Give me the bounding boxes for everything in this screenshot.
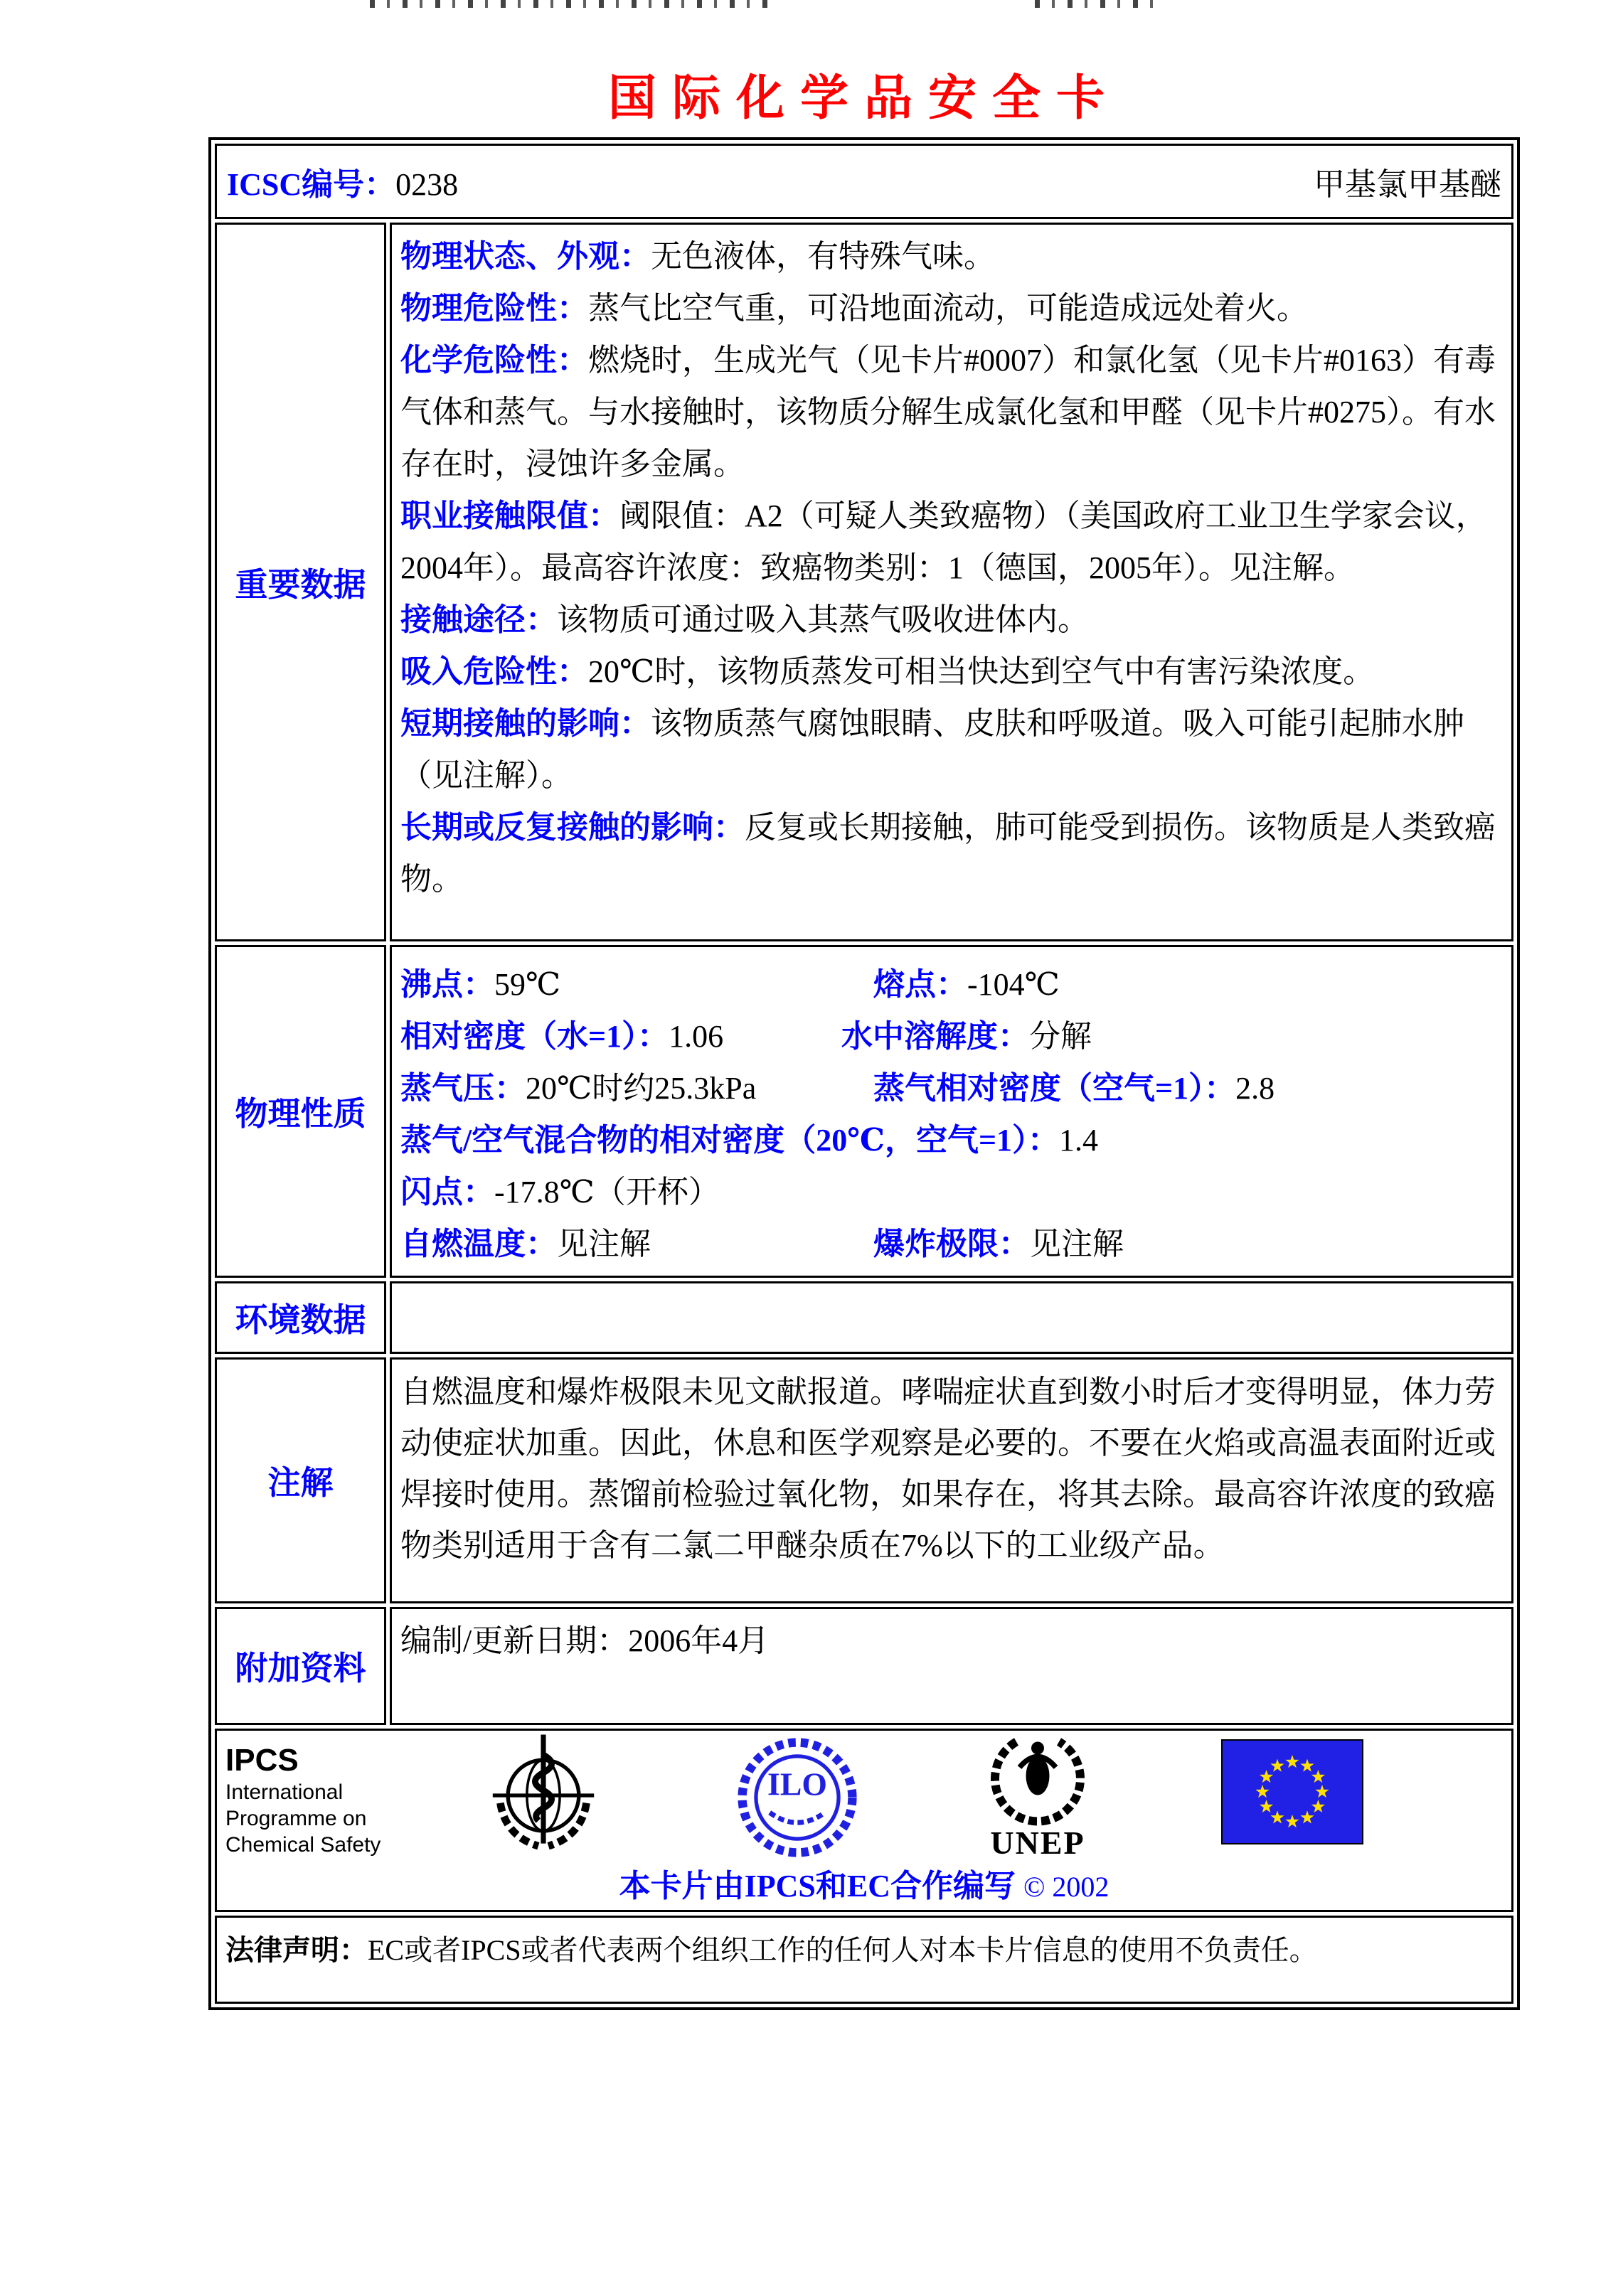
item-label: 短期接触的影响： — [400, 706, 651, 741]
prop-value: 1.4 — [1059, 1123, 1099, 1158]
prop-value: 1.06 — [669, 1019, 724, 1054]
physical-row — [400, 1114, 1503, 1166]
important-item — [400, 801, 1503, 905]
physical-row — [400, 1062, 1503, 1114]
important-item — [400, 698, 1503, 801]
item-label: 化学危险性： — [400, 343, 588, 378]
important-item — [400, 490, 1503, 594]
prop-value: 2.8 — [1235, 1071, 1275, 1106]
item-label: 物理危险性： — [400, 291, 588, 326]
prop-label: 闪点： — [400, 1175, 494, 1210]
prop-label: 蒸气压： — [400, 1071, 526, 1106]
physical-properties-row-label: 物理性质 — [215, 945, 386, 1278]
unep-label: UNEP — [990, 1825, 1085, 1861]
item-text: 该物质可通过吸入其蒸气吸收进体内。 — [557, 602, 1089, 637]
prop-value: -104℃ — [967, 967, 1060, 1002]
prop-label: 自燃温度： — [400, 1227, 557, 1261]
physical-row — [400, 1218, 1503, 1270]
additional-info-row-label: 附加资料 — [215, 1607, 386, 1725]
item-text: 反复或长期接触，肺可能受到损伤。该物质是人类致癌物。 — [400, 810, 1496, 897]
credit-text: 本卡片由IPCS和EC合作编写 — [619, 1869, 1016, 1903]
legal-text: EC或者IPCS或者代表两个组织工作的任何人对本卡片信息的使用不负责任。 — [368, 1934, 1318, 1966]
page-title: 国际化学品安全卡 — [607, 71, 1120, 125]
icsc-number-value: 0238 — [395, 167, 459, 202]
logos-row — [215, 1729, 1513, 1912]
important-data-row — [215, 223, 1513, 941]
item-label: 物理状态、外观： — [400, 239, 651, 274]
important-data-row-label: 重要数据 — [215, 223, 386, 941]
important-item — [400, 282, 1503, 334]
update-date-value: 2006年4月 — [628, 1623, 770, 1658]
ipcs-line: Chemical Safety — [225, 1833, 381, 1857]
eu-flag-icon — [1221, 1739, 1363, 1844]
legal-statement — [217, 1918, 1511, 1983]
physical-row — [400, 959, 1503, 1010]
update-date-line — [400, 1615, 1503, 1667]
item-text: 20℃时，该物质蒸发可相当快达到空气中有害污染浓度。 — [588, 654, 1375, 689]
additional-info-content — [392, 1609, 1511, 1672]
important-item — [400, 646, 1503, 698]
legal-label: 法律声明： — [225, 1934, 368, 1966]
item-text: 燃烧时，生成光气（见卡片#0007）和氯化氢（见卡片#0163）有毒气体和蒸气。与水接触时，该物质分解生成氯化氢和甲醛（见卡片#0275）。有水存在时，浸蚀许多金属。 — [400, 343, 1496, 481]
card-header-row — [215, 144, 1513, 219]
prop-value: -17.8℃（开杯） — [494, 1175, 720, 1210]
icsc-number-group — [227, 159, 458, 204]
physical-properties-content — [392, 947, 1511, 1276]
item-text: 该物质蒸气腐蚀眼睛、皮肤和呼吸道。吸入可能引起肺水肿（见注解）。 — [400, 706, 1464, 793]
important-item — [400, 594, 1503, 646]
prop-label: 爆炸极限： — [873, 1227, 1030, 1261]
physical-row — [400, 1166, 1503, 1218]
environment-data-row-label: 环境数据 — [215, 1281, 386, 1354]
additional-info-row — [215, 1607, 1513, 1725]
prop-value: 20℃时约25.3kPa — [526, 1071, 757, 1106]
prop-label: 熔点： — [873, 967, 967, 1002]
notes-content: 自燃温度和爆炸极限未见文献报道。哮喘症状直到数小时后才变得明显，体力劳动使症状加重。因此，休息和医学观察是必要的。不要在火焰或高温表面附近或焊接时使用。蒸馏前检验过氧化物，如果存在，将其去除。最高容许浓度的致癌物类别适用于含有二氯二甲醚杂质在7%以下的工业级产品。 — [400, 1374, 1496, 1563]
important-item — [400, 334, 1503, 490]
ilo-logo-icon — [735, 1735, 860, 1860]
prop-label: 水中溶解度： — [841, 1019, 1029, 1054]
ipcs-acronym: IPCS — [225, 1743, 299, 1778]
cut-off-header-fragment — [370, 0, 768, 8]
item-label: 吸入危险性： — [400, 654, 588, 689]
prop-value: 见注解 — [1030, 1227, 1124, 1261]
ipcs-text-block — [225, 1742, 381, 1858]
icsc-card-table — [208, 137, 1520, 2010]
notes-row — [215, 1357, 1513, 1603]
notes-row-label: 注解 — [215, 1357, 386, 1603]
item-text: 蒸气比空气重，可沿地面流动，可能造成远处着火。 — [588, 291, 1308, 326]
environment-data-content — [392, 1283, 1511, 1295]
prop-value: 分解 — [1029, 1019, 1092, 1054]
important-data-content — [392, 225, 1511, 911]
item-text: 无色液体，有特殊气味。 — [651, 239, 995, 274]
ipcs-line: Programme on — [225, 1807, 367, 1830]
unep-logo-block — [974, 1731, 1102, 1859]
item-text: 阈限值：A2（可疑人类致癌物）（美国政府工业卫生学家会议，2004年）。最高容许浓度：致癌物类别：1（德国，2005年）。见注解。 — [400, 498, 1487, 585]
cut-off-header-fragment — [1035, 0, 1159, 8]
item-label: 职业接触限值： — [400, 498, 619, 533]
prop-value: 见注解 — [557, 1227, 651, 1261]
prop-label: 相对密度（水=1）： — [400, 1019, 669, 1054]
chemical-name: 甲基氯甲基醚 — [1314, 167, 1501, 202]
update-date-label: 编制/更新日期： — [400, 1623, 629, 1658]
physical-row — [400, 1010, 1503, 1062]
who-logo-icon — [479, 1732, 608, 1859]
legal-row — [215, 1916, 1513, 2004]
important-item — [400, 230, 1503, 282]
unep-logo-icon — [984, 1731, 1091, 1827]
icsc-number-label: ICSC编号： — [227, 167, 396, 202]
prop-value: 59℃ — [494, 967, 561, 1002]
physical-properties-row — [215, 945, 1513, 1278]
prop-label: 沸点： — [400, 967, 494, 1002]
logos-band — [217, 1731, 1511, 1910]
prop-label: 蒸气相对密度（空气=1）： — [873, 1071, 1236, 1106]
item-label: 接触途径： — [400, 602, 557, 637]
ilo-letters: ILO — [767, 1766, 827, 1803]
ipcs-line: International — [225, 1780, 344, 1804]
credit-year: © 2002 — [1023, 1871, 1110, 1903]
credit-line — [217, 1860, 1511, 1906]
prop-label: 蒸气/空气混合物的相对密度（20℃，空气=1）： — [400, 1123, 1060, 1158]
environment-data-row — [215, 1281, 1513, 1354]
item-label: 长期或反复接触的影响： — [400, 810, 745, 845]
